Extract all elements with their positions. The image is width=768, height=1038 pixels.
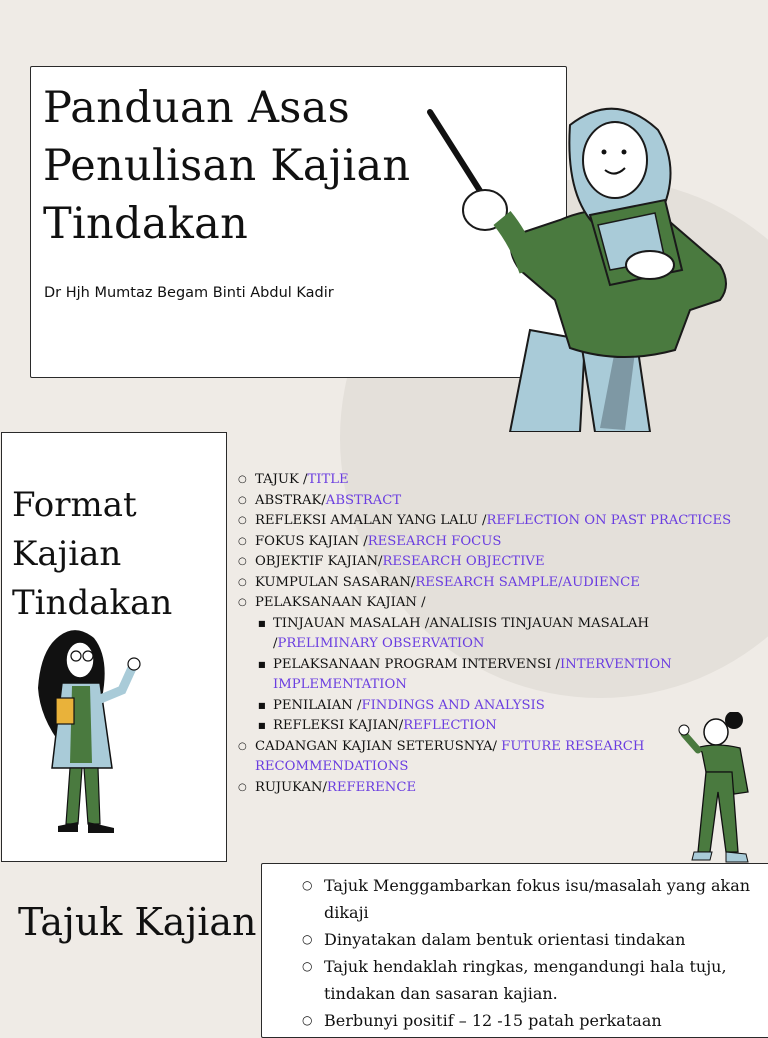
list-item: ○ ABSTRAK/ ABSTRACT bbox=[238, 492, 402, 508]
tajuk-card bbox=[261, 863, 768, 1038]
teacher-illustration bbox=[420, 100, 750, 432]
list-item: ○ TAJUK / TITLE bbox=[238, 472, 349, 487]
list-item: ○ Tajuk hendaklah ringkas, mengandungi hala tuju, tindakan dan sasaran kajian. bbox=[302, 957, 727, 1003]
list-item: ○ FOKUS KAJIAN / RESEARCH FOCUS bbox=[238, 533, 502, 549]
folder-icon bbox=[56, 698, 74, 724]
format-card bbox=[1, 432, 227, 862]
list-item: ○ RUJUKAN/ REFERENCE bbox=[238, 779, 417, 795]
teacher-face bbox=[583, 122, 647, 198]
sub-list-item: ■ TINJAUAN MASALAH /ANALISIS TINJAUAN MASALAH /PRELIMINARY OBSERVATION bbox=[258, 615, 650, 651]
list-item: ○ OBJEKTIF KAJIAN/ RESEARCH OBJECTIVE bbox=[238, 554, 545, 569]
list-item: ○ Berbunyi positif – 12 -15 patah perkataan bbox=[302, 1011, 662, 1030]
list-item: ○ Dinyatakan dalam bentuk orientasi tindakan bbox=[302, 930, 686, 949]
list-item: ○ CADANGAN KAJIAN SETERUSNYA/ FUTURE RESEARCH RECOMMENDATIONS bbox=[238, 738, 645, 774]
author-name: Dr Hjh Mumtaz Begam Binti Abdul Kadir bbox=[44, 285, 334, 301]
list-item: ○ KUMPULAN SASARAN/ RESEARCH SAMPLE/AUDIENCE bbox=[238, 574, 640, 590]
researcher-illustration bbox=[32, 628, 152, 838]
section-title: Tajuk Kajian bbox=[18, 900, 257, 944]
sub-list-item: ■ PENILAIAN / FINDINGS AND ANALYSIS bbox=[258, 697, 545, 713]
pointing-figure-illustration bbox=[676, 712, 768, 864]
list-item: ○ REFLEKSI AMALAN YANG LALU / REFLECTION ON PAST PRACTICES bbox=[238, 513, 732, 528]
page-title: Panduan Asas Penulisan Kajian Tindakan bbox=[43, 83, 411, 249]
list-item: ○ PELAKSANAAN KAJIAN / bbox=[238, 595, 426, 610]
sub-list-item: ■ REFLEKSI KAJIAN/ REFLECTION bbox=[258, 718, 497, 733]
tajuk-list bbox=[302, 872, 752, 1034]
sub-list-item: ■ PELAKSANAAN PROGRAM INTERVENSI /INTERVENTION IMPLEMENTATION bbox=[258, 656, 672, 692]
list-item: ○ Tajuk Menggambarkan fokus isu/masalah yang akan dikaji bbox=[302, 876, 751, 922]
format-title: Format Kajian Tindakan bbox=[12, 485, 173, 623]
